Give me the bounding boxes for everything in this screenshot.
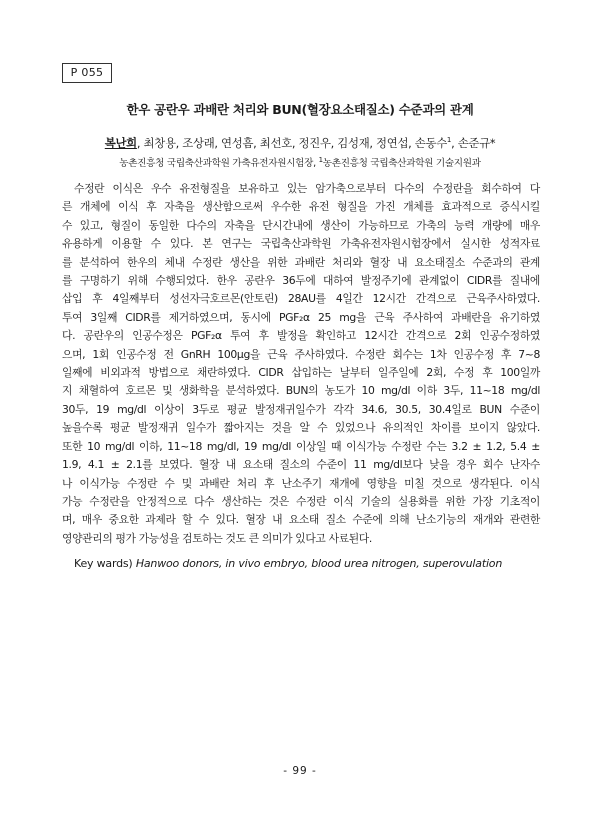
keywords-list: Hanwoo donors, in vivo embryo, blood urea nitrogen, superovulation [135,557,503,570]
co-authors: , 최창용, 조상래, 연성흠, 최선호, 정진우, 김성재, 정연섭, 손동수 [136,136,447,150]
abstract-line: 유용하게 이용할 수 있다. 본 연구는 국립축산과학원 가축유전자원시험장에서 실시한 성적자료 [62,237,540,251]
paper-title: 한우 공란우 과배란 처리와 BUN(혈장요소태질소) 수준과의 관계 [126,102,474,117]
keywords [74,557,544,570]
abstract-line: 으며, 1회 인공수정 전 GnRH 100μg을 근육 주사하였다. 수정란 회수는 1차 인공수정 후 7~8 [62,347,540,361]
abstract-line: 수 있고, 형질이 동일한 다수의 자축을 단시간내에 생산이 가능하므로 가축의 능력 개량에 매우 [62,218,540,232]
abstract-body [62,180,540,548]
presenting-author: 복난희 [104,136,137,150]
abstract-line: 를 구명하기 위해 수행되었다. 한우 공란우 36두에 대하여 발정주기에 관계없이 CIDR를 질내에 [62,274,540,288]
abstract-line: 를 분석하여 한우의 체내 수정란 생산을 위한 과배란 처리와 혈장 내 요소태질소 수준과의 관계 [62,255,540,269]
abstract-line: 삽입 후 4일째부터 성선자극호르몬(안토린) 28AU를 4일간 12시간 간격으로 근육주사하였다. [62,292,540,306]
author-affil-mark: 1 [446,136,452,145]
affiliation-mark: 1 [318,155,323,164]
affiliation-second: 농촌진흥청 국립축산과학원 기술지원과 [322,158,481,169]
abstract-line: 높을수록 평균 발정재귀 일수가 짧아지는 것을 알 수 있었으나 유의적인 차이를 보이지 않았다. [62,421,540,435]
abstract-line: 가능 수정란을 안정적으로 다수 생산하는 것은 수정란 이식 기술의 실용화를 위한 가장 기초적이 [62,494,540,508]
abstract-line: 1.9, 4.1 ± 2.1를 보였다. 혈장 내 요소태 질소의 수준이 11 mg/dl보다 낮을 경우 회수 난자수 [62,458,540,472]
abstract-line: 며, 매우 중요한 과제라 할 수 있다. 혈장 내 요소태 질소 수준에 의해 난소기능의 재개와 관련한 [62,513,540,527]
abstract-line: 영양관리의 평가 가능성을 검토하는 것도 큰 의미가 있다고 사료된다. [62,531,372,545]
affiliations [0,155,600,169]
abstract-line: 일째에 비외과적 방법으로 채란하였다. CIDR 삽입하는 날부터 일주일에 2회, 수정 후 100일까 [62,366,540,380]
abstract-line: 또한 10 mg/dl 이하, 11~18 mg/dl, 19 mg/dl 이상일 때 이식가능 수정란 수는 3.2 ± 1.2, 5.4 ± [62,439,540,453]
abstract-line: 수정란 이식은 우수 유전형질을 보유하고 있는 암가축으로부터 다수의 수정란을 회수하여 다 [74,182,540,195]
affiliation-main: 농촌진흥청 국립축산과학원 가축유전자원시험장, [119,158,319,169]
abstract-line: 다. 공란우의 인공수정은 PGF₂α 투여 후 발정을 확인하고 12시간 간격으로 2회 인공수정하였 [62,329,540,343]
abstract-line: 30두, 19 mg/dl 이상이 3두로 평균 발정재귀일수가 각각 34.6, 30.5, 30.4일로 BUN 수준이 [62,402,540,416]
page-number: - 99 - [283,765,317,777]
abstract-line: 나 이식가능 수정란 수 및 과배란 처리 후 난소주기 재개에 영향을 미칠 것으로 생각된다. 이식 [62,476,540,490]
keywords-label: Key wards) [74,557,136,570]
abstract-line: 투여 3일째 CIDR를 제거하였으며, 동시에 PGF₂α 25 mg을 근육 주사하여 과배란을 유기하였 [62,310,540,324]
abstract-line: 지 채혈하여 호르몬 및 생화학을 분석하였다. BUN의 농도가 10 mg/dl 이하 3두, 11~18 mg/dl [62,384,540,398]
poster-id-box: P 055 [62,63,112,83]
corresponding-author: , 손준규* [451,136,496,150]
abstract-line: 른 개체에 이식 후 자축을 생산함으로써 우수한 유전 형질을 가진 개체를 효과적으로 증식시킬 [62,200,540,214]
author-list [0,135,600,151]
